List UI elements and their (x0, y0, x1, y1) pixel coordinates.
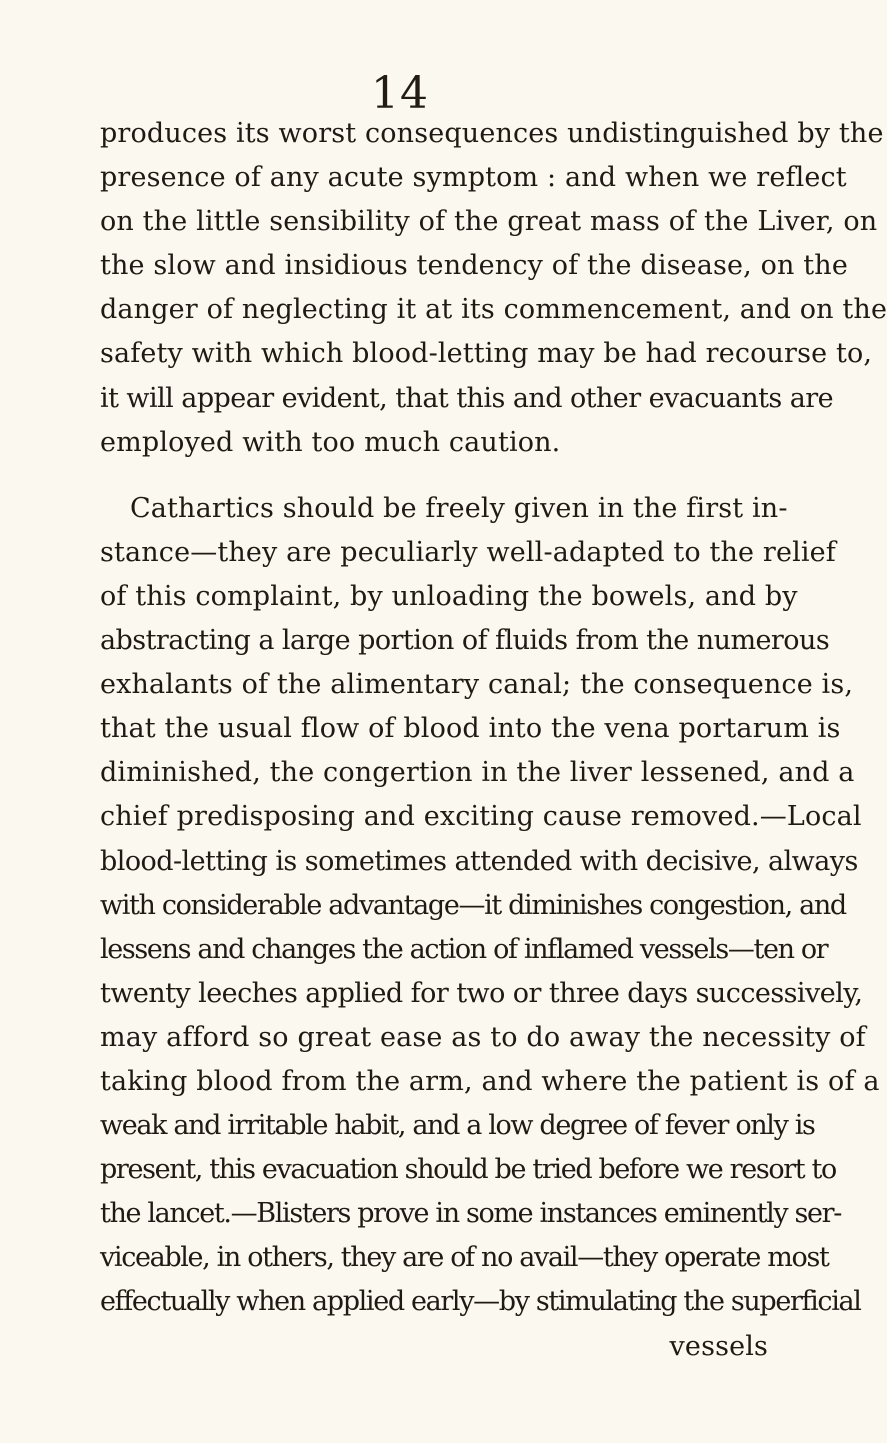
page-number: 14 (371, 68, 429, 119)
text-line: blood-letting is sometimes attended with decisive, always (100, 845, 858, 877)
catchword: vessels (669, 1330, 768, 1362)
text-line: lessens and changes the action of inflamed vessels—ten or (100, 933, 828, 965)
text-line: abstracting a large portion of fluids from the numerous (100, 625, 830, 657)
text-line: taking blood from the arm, and where the patient is of a (100, 1065, 880, 1097)
text-line: danger of neglecting it at its commencement, and on the (100, 294, 887, 326)
text-line: produces its worst consequences undistinguished by the (100, 118, 884, 149)
text-line: viceable, in others, they are of no avail—they operate most (100, 1242, 829, 1274)
text-line: effectually when applied early—by stimulating the superficial (100, 1286, 861, 1318)
text-line: may afford so great ease as to do away the necessity of (100, 1021, 866, 1053)
text-line: safety with which blood-letting may be had recourse to, (100, 338, 873, 370)
text-line: present, this evacuation should be tried before we resort to (100, 1154, 836, 1186)
text-line: the slow and insidious tendency of the disease, on the (100, 250, 848, 282)
text-line: employed with too much caution. (100, 426, 561, 458)
text-line: with considerable advantage—it diminishes congestion, and (100, 889, 846, 921)
text-line: stance—they are peculiarly well-adapted to the relief (100, 536, 836, 568)
text-line: diminished, the congertion in the liver lessened, and a (100, 757, 855, 789)
text-line: of this complaint, by unloading the bowels, and by (100, 580, 798, 612)
text-line: it will appear evident, that this and other evacuants are (100, 382, 834, 414)
text-line: the lancet.—Blisters prove in some instances eminently ser- (100, 1198, 842, 1230)
text-line: exhalants of the alimentary canal; the consequence is, (100, 669, 854, 701)
text-line: that the usual flow of blood into the vena portarum is (100, 713, 841, 745)
text-line: twenty leeches applied for two or three days successively, (100, 977, 863, 1009)
body-text (100, 112, 887, 1369)
text-line: chief predisposing and exciting cause removed.—Local (100, 801, 862, 833)
paragraph-2 (100, 487, 880, 1325)
paragraph-1 (100, 112, 887, 465)
text-line: weak and irritable habit, and a low degree of fever only is (100, 1110, 815, 1142)
text-line: on the little sensibility of the great mass of the Liver, on (100, 206, 878, 238)
text-line: presence of any acute symptom : and when we reflect (100, 162, 847, 194)
text-line: Cathartics should be freely given in the first in- (130, 492, 788, 524)
